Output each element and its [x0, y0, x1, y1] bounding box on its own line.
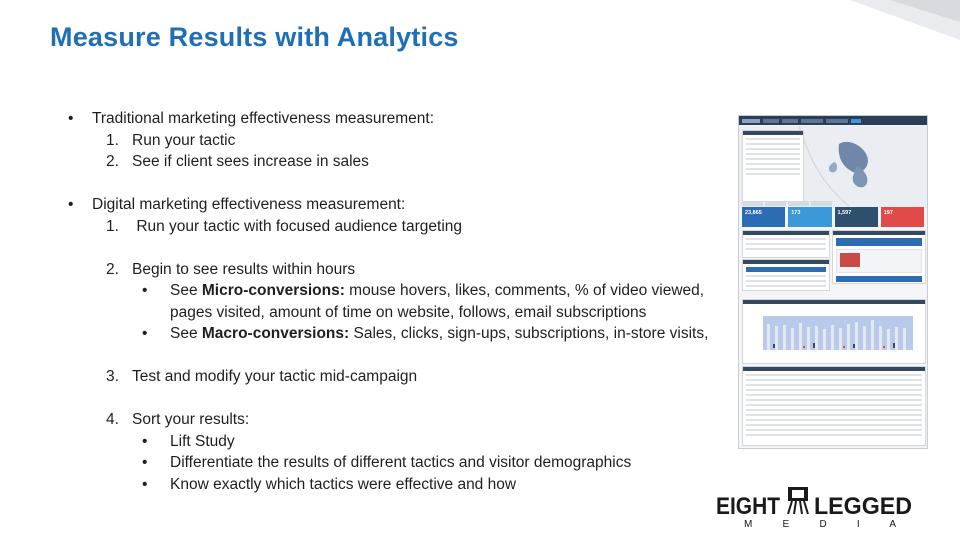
digital-step-4: 4. Sort your results: [106, 411, 250, 428]
digital-step-1: 1. Run your tactic with focused audience targeting [106, 217, 463, 235]
kpi-cards [742, 207, 924, 227]
kpi-card: 1,597 [835, 207, 878, 227]
dashboard-data-table [742, 366, 926, 446]
dashboard-tabs [742, 201, 832, 206]
sort-item-effective: • Know exactly which tactics were effective and how [142, 475, 517, 493]
bullet-digital: • Digital marketing effectiveness measurement: [68, 196, 406, 213]
sort-item-differentiate: • Differentiate the results of different tactics and visitor demographics [142, 454, 632, 471]
bullet-list [68, 108, 718, 495]
dashboard-panel-right [832, 230, 926, 284]
analytics-dashboard-screenshot [738, 115, 928, 449]
dashboard-topbar [739, 116, 927, 125]
dashboard-bar-chart [742, 299, 926, 364]
kpi-card: 23,865 [742, 207, 785, 227]
traditional-step-2: 2. See if client sees increase in sales [106, 153, 369, 170]
micro-conversions-item: • See Micro-conversions: mouse hovers, likes, comments, % of video viewed, [142, 282, 705, 299]
traditional-step-1: 1. Run your tactic [106, 131, 236, 149]
dashboard-side-table [742, 130, 804, 202]
digital-step-3: 3. Test and modify your tactic mid-campaign [106, 368, 418, 385]
bullet-traditional: • Traditional marketing effectiveness measurement: [68, 110, 435, 127]
kpi-card: 197 [881, 207, 924, 227]
svg-text:M E D I A: M E D I A [744, 519, 896, 530]
micro-conversions-continued: pages visited, amount of time on website, follows, email subscriptions [170, 303, 647, 321]
eight-legged-media-logo [716, 484, 916, 530]
slide-title: Measure Results with Analytics [50, 22, 459, 52]
sort-item-lift-study: • Lift Study [142, 432, 235, 450]
kpi-card: 173 [788, 207, 831, 227]
digital-step-2: 2. Begin to see results within hours [106, 260, 356, 278]
macro-conversions-item: • See Macro-conversions: Sales, clicks, sign-ups, subscriptions, in-store visits, [142, 325, 709, 342]
dashboard-panel-table [742, 259, 830, 291]
svg-text:LEGGED: LEGGED [814, 493, 912, 520]
dashboard-panel-left [742, 230, 830, 258]
mini-chart-graphic [743, 304, 923, 360]
svg-text:EIGHT: EIGHT [716, 493, 781, 520]
corner-decoration [820, 0, 960, 60]
